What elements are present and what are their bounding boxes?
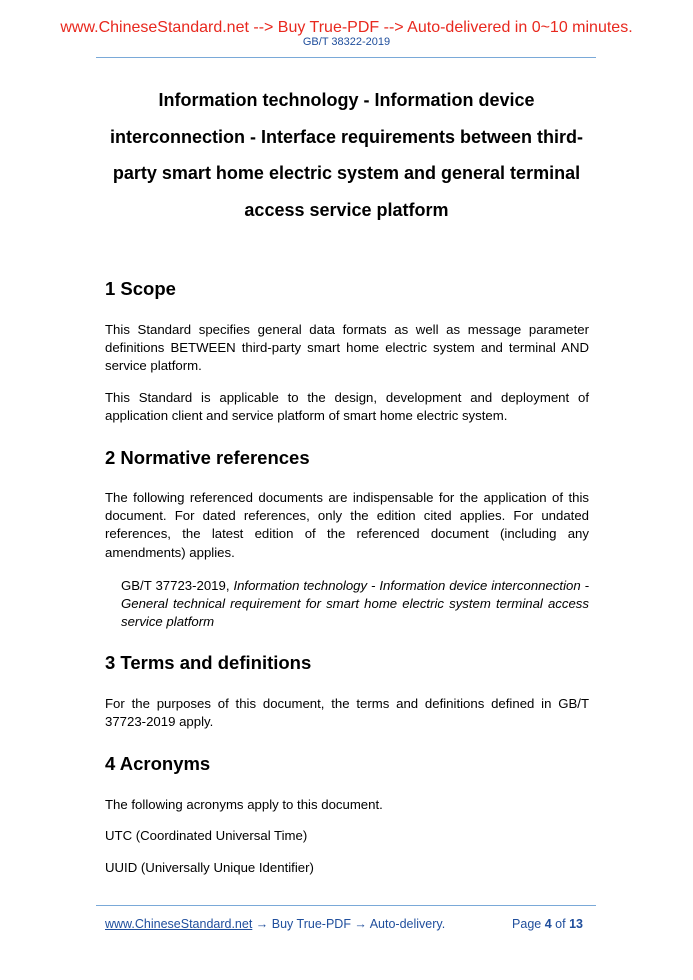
- document-number: GB/T 38322-2019: [302, 36, 391, 48]
- page-total: 13: [569, 917, 583, 931]
- reference-title: Information technology - Information device interconnection - General technical requirement for smart home electric system terminal access service platform: [121, 578, 589, 630]
- scope-paragraph-1: This Standard specifies general data formats as well as message parameter definitions BETWEEN third-party smart home electric system and terminal AND service platform.: [105, 322, 589, 374]
- page-current: 4: [544, 917, 552, 931]
- section-heading-normative-references: 2 Normative references: [105, 447, 310, 468]
- page-label: Page: [512, 917, 542, 931]
- reference-code: GB/T 37723-2019,: [121, 578, 230, 593]
- acronym-item: UTC (Coordinated Universal Time): [105, 828, 308, 843]
- footer-promo: [105, 916, 445, 932]
- document-title: Information technology - Information device interconnection - Interface requirements between third-party smart home electric system and general terminal access service platform: [109, 90, 584, 220]
- section-heading-terms: 3 Terms and definitions: [105, 652, 312, 673]
- footer-divider: [96, 905, 596, 906]
- acronyms-intro: The following acronyms apply to this document.: [105, 797, 383, 812]
- normative-paragraph: The following referenced documents are indispensable for the application of this document. For dated references, only the edition cited applies. For undated references, the latest edition of the referenced document (including any amendments) applies.: [105, 490, 589, 560]
- acronym-item: UUID (Universally Unique Identifier): [105, 860, 314, 875]
- footer-site-link[interactable]: www.ChineseStandard.net: [105, 917, 253, 931]
- normative-reference-entry: [121, 577, 589, 632]
- scope-paragraph-2: This Standard is applicable to the design, development and deployment of application client and service platform of smart home electric system.: [105, 390, 589, 424]
- header-divider: [96, 57, 596, 58]
- section-heading-scope: 1 Scope: [105, 278, 176, 299]
- page-of: of: [555, 917, 566, 931]
- footer-promo-text: → Buy True-PDF → Auto-delivery.: [255, 917, 446, 931]
- promo-banner[interactable]: www.ChineseStandard.net --> Buy True-PDF --> Auto-delivered in 0~10 minutes.: [60, 19, 633, 36]
- terms-paragraph: For the purposes of this document, the terms and definitions defined in GB/T 37723-2019 apply.: [105, 696, 589, 730]
- section-heading-acronyms: 4 Acronyms: [105, 753, 211, 774]
- page-indicator: [512, 916, 583, 932]
